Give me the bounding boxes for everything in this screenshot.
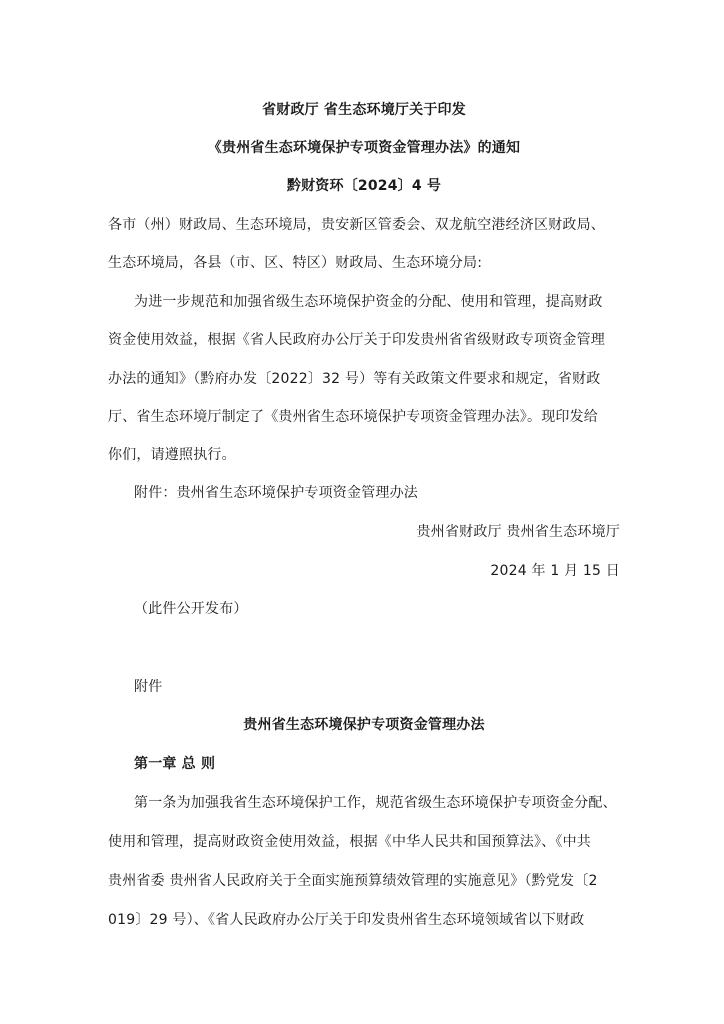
chapter-heading: 第一章 总 则 bbox=[134, 756, 216, 772]
body-paragraph-line: 办法的通知》（黔府办发〔2022〕32 号）等有关政策文件要求和规定，省财政 bbox=[108, 371, 601, 387]
publish-note: （此件公开发布） bbox=[134, 601, 248, 617]
article-line: 019〕29 号）、《省人民政府办公厅关于印发贵州省生态环境领域省以下财政 bbox=[108, 912, 585, 928]
body-paragraph-line: 你们，请遵照执行。 bbox=[108, 447, 236, 463]
issue-date: 2024 年 1 月 15 日 bbox=[490, 563, 620, 579]
recipients-line-1: 各市（州）财政局、生态环境局，贵安新区管委会、双龙航空港经济区财政局、 bbox=[108, 217, 605, 233]
annex-title: 贵州省生态环境保护专项资金管理办法 bbox=[243, 717, 485, 733]
body-paragraph-line: 资金使用效益，根据《省人民政府办公厅关于印发贵州省省级财政专项资金管理 bbox=[108, 332, 605, 348]
article-line: 使用和管理，提高财政资金使用效益，根据《中华人民共和国预算法》、《中共 bbox=[108, 834, 591, 850]
article-line: 贵州省委 贵州省人民政府关于全面实施预算绩效管理的实施意见》（黔党发〔2 bbox=[108, 873, 598, 889]
notice-title-line-2: 《贵州省生态环境保护专项资金管理办法》的通知 bbox=[207, 140, 521, 156]
recipients-line-2: 生态环境局，各县（市、区、特区）财政局、生态环境分局: bbox=[108, 255, 483, 271]
body-paragraph-line: 为进一步规范和加强省级生态环境保护资金的分配、使用和管理，提高财政 bbox=[134, 294, 603, 310]
notice-title-line-1: 省财政厅 省生态环境厅关于印发 bbox=[262, 102, 466, 118]
article-line: 第一条为加强我省生态环境保护工作，规范省级生态环境保护专项资金分配、 bbox=[134, 795, 617, 811]
attachment-note: 附件：贵州省生态环境保护专项资金管理办法 bbox=[134, 485, 418, 501]
document-number: 黔财资环〔2024〕4 号 bbox=[286, 178, 442, 194]
signatories: 贵州省财政厅 贵州省生态环境厅 bbox=[416, 524, 620, 540]
annex-label: 附件 bbox=[134, 679, 163, 695]
body-paragraph-line: 厅、省生态环境厅制定了《贵州省生态环境保护专项资金管理办法》。现印发给 bbox=[108, 409, 598, 425]
